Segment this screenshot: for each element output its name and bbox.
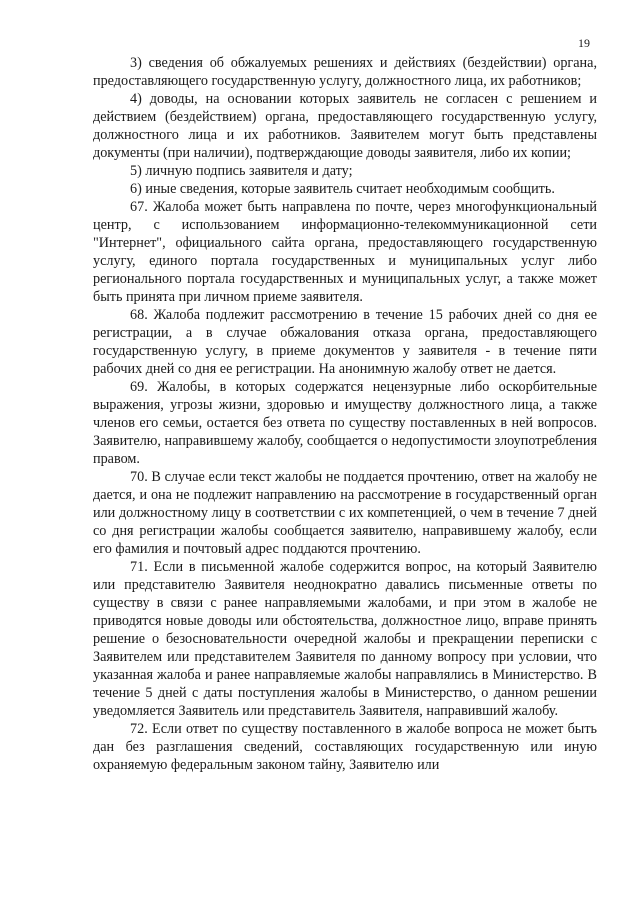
paragraph-72: 72. Если ответ по существу поставленного в жалобе вопроса не может быть дан без разглашения сведений, составляющих государственную или иную охраняемую федеральным законом тайну, Заявителю или	[93, 721, 597, 773]
paragraph-70: 70. В случае если текст жалобы не поддается прочтению, ответ на жалобу не дается, и она не подлежит направлению на рассмотрение в государственный орган или должностному лицу в соответствии с их компетенцией, о чем в течение 7 дней со дня регистрации жалобы сообщается заявителю, направившему жалобу, если его фамилия и почтовый адрес поддаются прочтению.	[93, 469, 597, 557]
paragraph-69: 69. Жалобы, в которых содержатся нецензурные либо оскорбительные выражения, угрозы жизни, здоровью и имуществу должностного лица, а также членов его семьи, остается без ответа по существу поставленных в ней вопросов. Заявителю, направившему жалобу, сообщается о недопустимости злоупотребления правом.	[93, 379, 597, 467]
paragraph-item-3: 3) сведения об обжалуемых решениях и действиях (бездействии) органа, предоставляющего государственную услугу, должностного лица, их работников;	[93, 55, 597, 89]
page-number: 19	[578, 36, 590, 50]
paragraph-68: 68. Жалоба подлежит рассмотрению в течение 15 рабочих дней со дня ее регистрации, а в случае обжалования отказа органа, предоставляющего государственную услугу, в приеме документов у заявителя - в течение пяти рабочих дней со дня ее регистрации. На анонимную жалобу ответ не дается.	[93, 307, 597, 377]
paragraph-71: 71. Если в письменной жалобе содержится вопрос, на который Заявителю или представителю Заявителя неоднократно давались письменные ответы по существу в связи с ранее направляемыми жалобами, и при этом в жалобе не приводятся новые доводы или обстоятельства, должностное лицо, вправе принять решение о безосновательности очередной жалобы и прекращении переписки с Заявителем или представителем Заявителя по данному вопросу при условии, что указанная жалоба и ранее направляемые жалобы направлялись в Министерство. В течение 5 дней с даты поступления жалобы в Министерство, о данном решении уведомляется Заявитель или представитель Заявителя, направивший жалобу.	[93, 559, 597, 719]
document-body	[93, 54, 597, 774]
paragraph-67: 67. Жалоба может быть направлена по почте, через многофункциональный центр, с использованием информационно-телекоммуникационной сети "Интернет", официального сайта органа, предоставляющего государственную услугу, единого портала государственных и муниципальных услуг либо регионального портала государственных и муниципальных услуг, а также может быть принята при личном приеме заявителя.	[93, 199, 597, 305]
paragraph-item-6: 6) иные сведения, которые заявитель считает необходимым сообщить.	[130, 181, 555, 197]
paragraph-item-4: 4) доводы, на основании которых заявитель не согласен с решением и действием (бездействием) органа, предоставляющего государственную услугу, должностного лица и их работников. Заявителем могут быть представлены документы (при наличии), подтверждающие доводы заявителя, либо их копии;	[93, 91, 597, 161]
paragraph-item-5: 5) личную подпись заявителя и дату;	[130, 163, 353, 179]
